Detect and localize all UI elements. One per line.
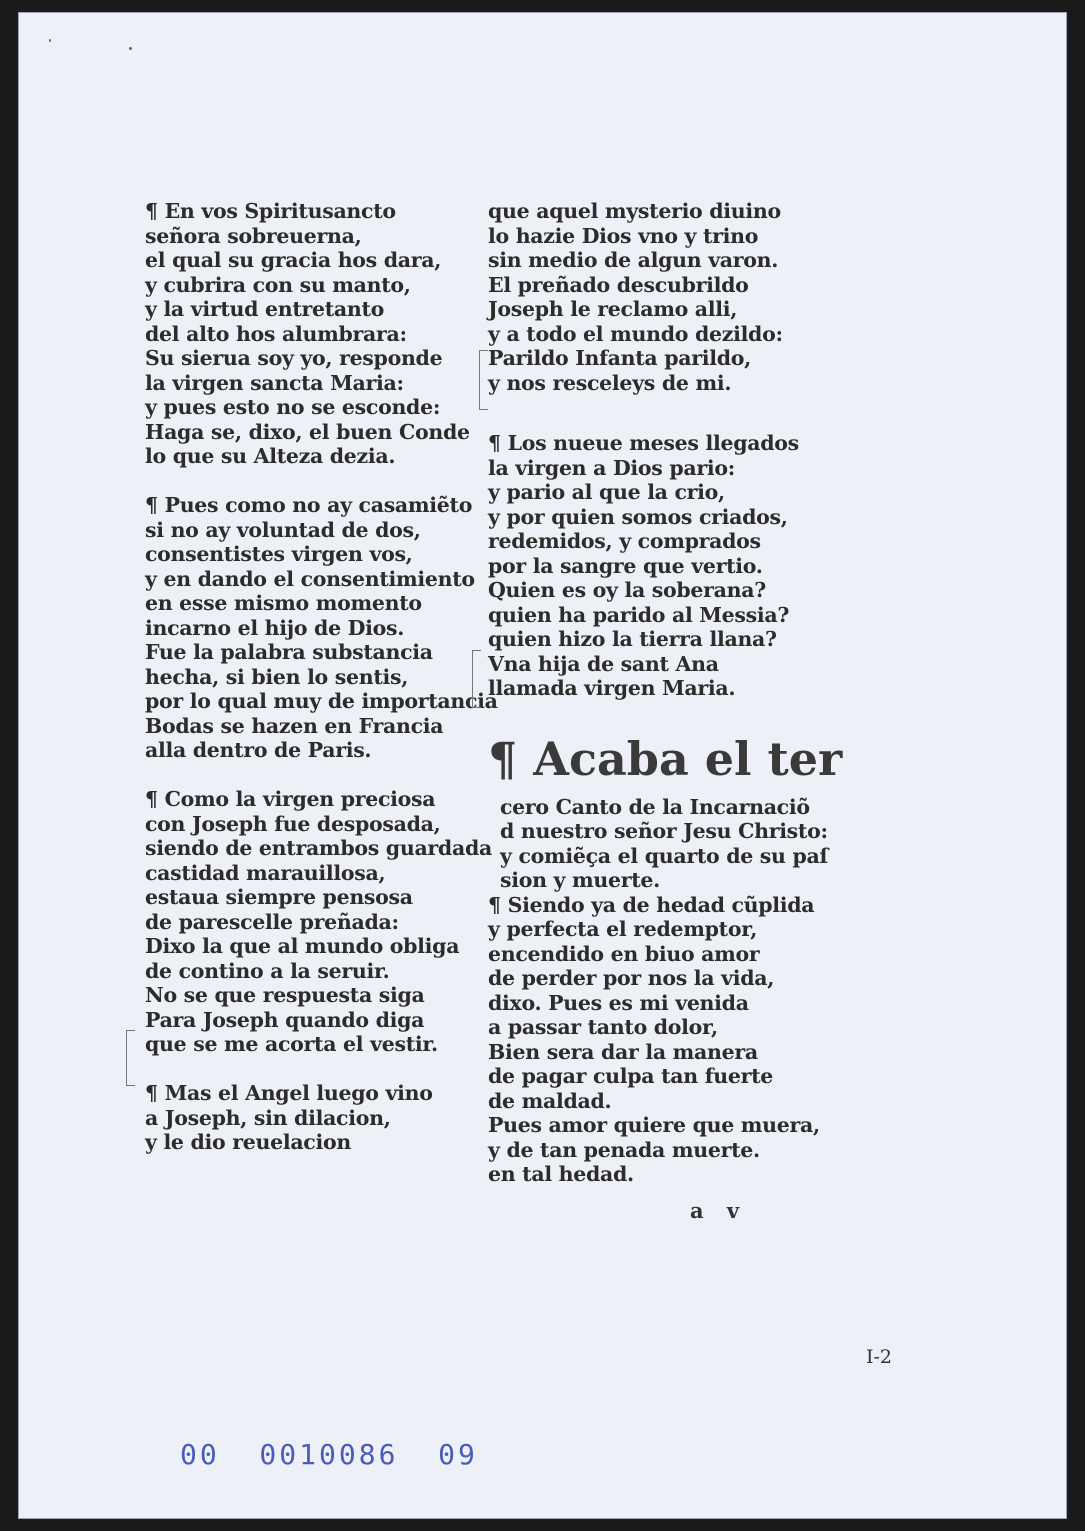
verse-line: del alto hos alumbrara: — [145, 321, 407, 346]
rubric-line: cero Canto de la Incarnaciõ — [500, 794, 810, 819]
verse-line: Joseph le reclamo alli, — [488, 297, 738, 321]
speck — [49, 39, 51, 42]
stanza — [145, 1081, 498, 1155]
verse-line: ¶ Pues como no ay casamiẽto — [145, 493, 473, 517]
verse-line: quien hizo la tierra llana? — [488, 627, 777, 651]
verse-line: lo hazie Dios vno y trino — [488, 223, 759, 248]
verse-line: redemidos, y comprados — [488, 529, 761, 553]
stanza — [488, 199, 842, 395]
verse-line: y pues esto no se esconde: — [145, 395, 441, 419]
verse-line: Pues amor quiere que muera, — [488, 1113, 820, 1137]
rubric — [488, 795, 842, 893]
verse-line: Bodas se hazen en Francia — [145, 713, 444, 738]
verse-line: la virgen sancta Maria: — [145, 370, 404, 395]
verse-line: ¶ Siendo ya de hedad cũplida — [488, 892, 815, 917]
verse-line: Haga se, dixo, el buen Conde — [145, 419, 470, 444]
rubric-line: d nuestro señor Jesu Christo: — [500, 819, 828, 843]
verse-line: y cubrira con su manto, — [145, 272, 411, 297]
verse-line: Para Joseph quando diga — [145, 1007, 425, 1032]
verse-line: Quien es oy la soberana? — [488, 578, 766, 602]
verse-line: castidad marauillosa, — [145, 860, 386, 885]
verse-line: consentistes virgen vos, — [145, 542, 413, 566]
verse-line: la virgen a Dios pario: — [488, 455, 736, 480]
verse-line: lo que su Alteza dezia. — [145, 444, 396, 468]
margin-bracket — [126, 1030, 135, 1086]
verse-line: hecha, si bien lo sentis, — [145, 664, 409, 689]
verse-line: señora sobreuerna, — [145, 223, 362, 248]
stanza — [145, 493, 498, 763]
rubric-line: y comiẽça el quarto de su paſ — [500, 843, 829, 868]
verse-line: de contino a la seruir. — [145, 958, 390, 983]
verse-line: a passar tanto dolor, — [488, 1015, 718, 1039]
verse-line: estaua siempre pensosa — [145, 885, 413, 909]
verse-line: Bien sera dar la manera — [488, 1039, 758, 1064]
verse-line: el qual su gracia hos dara, — [145, 248, 442, 272]
verse-line: dixo. Pues es mi venida — [488, 990, 749, 1015]
stanza — [145, 199, 498, 469]
verse-line: ¶ Como la virgen preciosa — [145, 787, 436, 811]
verse-line: de parescelle preñada: — [145, 909, 399, 934]
verse-line: de maldad. — [488, 1088, 612, 1113]
verse-line: alla dentro de Paris. — [145, 738, 372, 762]
verse-line: Dixo la que al mundo obliga — [145, 934, 460, 958]
verse-line: y nos resceleys de mi. — [488, 370, 732, 395]
left-column — [145, 199, 498, 1155]
verse-line: sin medio de algun varon. — [488, 248, 779, 272]
verse-line: con Joseph fue desposada, — [145, 811, 441, 836]
verse-line: y perfecta el redemptor, — [488, 917, 758, 941]
verse-line: ¶ Mas el Angel luego vino — [145, 1081, 433, 1105]
section-heading: ¶ Acaba el ter — [488, 731, 843, 786]
verse-line: y de tan penada muerte. — [488, 1137, 760, 1162]
archive-stamp: 00 0010086 09 — [180, 1438, 478, 1471]
verse-line: y pario al que la crio, — [488, 480, 725, 504]
verse-line: de pagar culpa tan fuerte — [488, 1064, 773, 1088]
verse-line: en esse mismo momento — [145, 591, 422, 615]
verse-line: Vna hija de sant Ana — [488, 651, 719, 676]
margin-bracket — [472, 650, 481, 708]
verse-line: a Joseph, sin dilacion, — [145, 1105, 391, 1130]
stanza — [488, 893, 842, 1187]
verse-line: y la virtud entretanto — [145, 297, 385, 321]
verse-line: Su sierua soy yo, responde — [145, 346, 443, 370]
verse-line: y a todo el mundo dezildo: — [488, 321, 783, 346]
verse-line: por lo qual muy de importancia — [145, 689, 498, 713]
verse-line: quien ha parido al Messia? — [488, 602, 790, 627]
signature-mark: a v — [690, 1198, 748, 1223]
right-column — [488, 199, 842, 1187]
verse-line: si no ay voluntad de dos, — [145, 517, 421, 542]
verse-line: llamada virgen Maria. — [488, 676, 736, 700]
rubric-line: sion y muerte. — [500, 868, 660, 892]
verse-line: encendido en biuo amor — [488, 941, 760, 966]
verse-line: Parildo Infanta parildo, — [488, 346, 751, 370]
verse-line: por la sangre que vertio. — [488, 553, 763, 578]
verse-line: que aquel mysterio diuino — [488, 199, 781, 223]
verse-line: en tal hedad. — [488, 1162, 634, 1186]
verse-line: El preñado descubrildo — [488, 272, 749, 297]
stanza — [145, 787, 498, 1057]
page-number: I-2 — [866, 1346, 893, 1368]
verse-line: ¶ Los nueue meses llegados — [488, 431, 799, 455]
verse-line: y le dio reuelacion — [145, 1130, 351, 1154]
verse-line: y por quien somos criados, — [488, 504, 788, 529]
verse-line: incarno el hijo de Dios. — [145, 615, 405, 640]
verse-line: de perder por nos la vida, — [488, 966, 775, 990]
verse-line: Fue la palabra substancia — [145, 640, 433, 664]
verse-line: siendo de entrambos guardada — [145, 836, 492, 860]
verse-line: No se que respuesta siga — [145, 983, 425, 1007]
verse-line: que se me acorta el vestir. — [145, 1032, 438, 1056]
margin-bracket — [479, 350, 488, 410]
speck — [129, 47, 132, 50]
verse-line: ¶ En vos Spiritusancto — [145, 199, 396, 223]
stanza — [488, 431, 842, 701]
verse-line: y en dando el consentimiento — [145, 566, 475, 591]
